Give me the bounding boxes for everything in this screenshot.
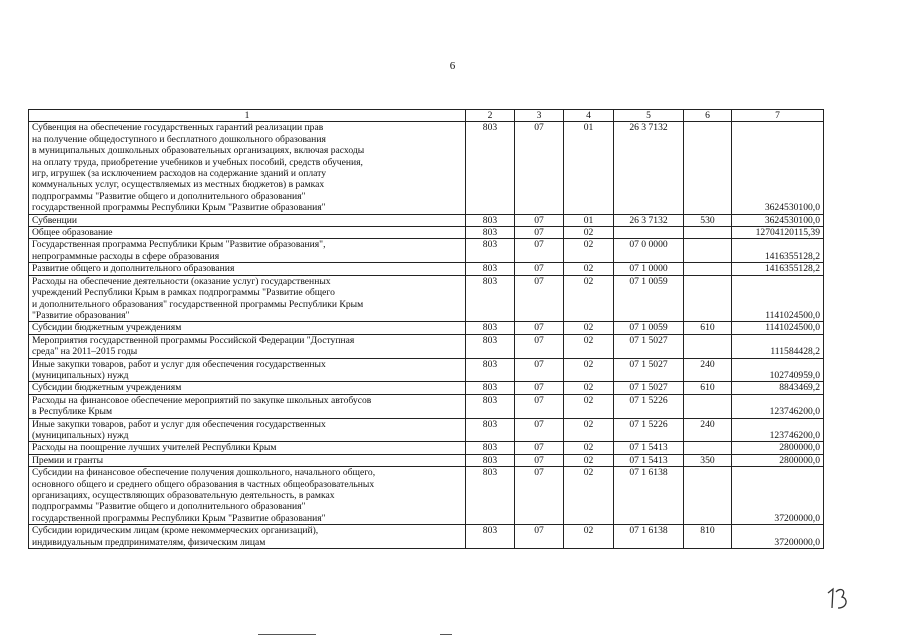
subsection-code-cell: 02	[564, 322, 614, 334]
amount-cell: 12704120115,39	[732, 227, 824, 239]
section-code-cell: 07	[515, 382, 564, 394]
ministry-code-cell: 803	[466, 467, 515, 525]
item-name-cell: Иные закупки товаров, работ и услуг для обеспечения государственных (муниципальных) нужд	[29, 358, 466, 382]
amount-cell: 37200000,0	[732, 525, 824, 549]
table-row	[29, 454, 824, 466]
item-name-cell: Премии и гранты	[29, 454, 466, 466]
amount-cell: 123746200,0	[732, 394, 824, 418]
section-code-cell: 07	[515, 239, 564, 263]
section-code-cell: 07	[515, 442, 564, 454]
subsection-code-cell: 02	[564, 382, 614, 394]
table-row	[29, 467, 824, 525]
subsection-code-cell: 02	[564, 239, 614, 263]
table-row	[29, 442, 824, 454]
subsection-code-cell: 02	[564, 525, 614, 549]
amount-cell: 1141024500,0	[732, 322, 824, 334]
item-name-cell: Субсидии юридическим лицам (кроме некоммерческих организаций), индивидуальным предпринимателям, физическим лицам	[29, 525, 466, 549]
expense-type-cell: 240	[684, 418, 732, 442]
target-article-cell: 07 1 0000	[614, 263, 684, 275]
table-row	[29, 358, 824, 382]
item-name-cell: Расходы на обеспечение деятельности (оказание услуг) государственных учреждений Республики Крым в рамках подпрограммы "Развитие общего и дополнительного образования" государственной программы Республики Крым "Развитие образования"	[29, 275, 466, 322]
item-name-cell: Субвенции	[29, 214, 466, 226]
item-name-cell: Расходы на поощрение лучших учителей Республики Крым	[29, 442, 466, 454]
expense-type-cell: 810	[684, 525, 732, 549]
amount-cell: 111584428,2	[732, 334, 824, 358]
section-code-cell: 07	[515, 454, 564, 466]
table-row	[29, 122, 824, 214]
ministry-code-cell: 803	[466, 382, 515, 394]
column-header: 4	[564, 110, 614, 122]
item-name-cell: Расходы на финансовое обеспечение мероприятий по закупке школьных автобусов в Республике Крым	[29, 394, 466, 418]
subsection-code-cell: 02	[564, 358, 614, 382]
item-name-cell: Субсидии бюджетным учреждениям	[29, 322, 466, 334]
section-code-cell: 07	[515, 275, 564, 322]
item-name-cell: Субвенция на обеспечение государственных гарантий реализации прав на получение общедоступного и бесплатного дошкольного образования в муниципальных дошкольных образовательных организациях, включая расходы на оплату труда, приобретение учебников и учебных пособий, средств обучения, игр, игрушек (за исключением расходов на содержание зданий и оплату коммунальных услуг, осуществляемых из местных бюджетов) в рамках подпрограммы "Развитие общего и дополнительного образования" государственной программы Республики Крым "Развитие образования"	[29, 122, 466, 214]
column-header: 1	[29, 110, 466, 122]
expense-type-cell	[684, 394, 732, 418]
ministry-code-cell: 803	[466, 275, 515, 322]
section-code-cell: 07	[515, 334, 564, 358]
section-code-cell: 07	[515, 214, 564, 226]
item-name-cell: Мероприятия государственной программы Российской Федерации "Доступная среда" на 2011–2015 годы	[29, 334, 466, 358]
amount-cell: 37200000,0	[732, 467, 824, 525]
subsection-code-cell: 02	[564, 467, 614, 525]
expense-type-cell: 350	[684, 454, 732, 466]
ministry-code-cell: 803	[466, 227, 515, 239]
column-header: 5	[614, 110, 684, 122]
section-code-cell: 07	[515, 525, 564, 549]
page-number: 6	[449, 60, 456, 72]
item-name-cell: Государственная программа Республики Крым "Развитие образования", непрограммные расходы в сфере образования	[29, 239, 466, 263]
subsection-code-cell: 02	[564, 275, 614, 322]
subsection-code-cell: 02	[564, 454, 614, 466]
amount-cell: 8843469,2	[732, 382, 824, 394]
expense-type-cell: 610	[684, 382, 732, 394]
table-row	[29, 382, 824, 394]
column-header: 2	[466, 110, 515, 122]
table-row	[29, 275, 824, 322]
ministry-code-cell: 803	[466, 214, 515, 226]
target-article-cell: 07 1 6138	[614, 467, 684, 525]
subsection-code-cell: 02	[564, 263, 614, 275]
target-article-cell: 07 1 5027	[614, 358, 684, 382]
ministry-code-cell: 803	[466, 442, 515, 454]
scan-artifact-line	[440, 634, 452, 635]
ministry-code-cell: 803	[466, 454, 515, 466]
table-row	[29, 263, 824, 275]
ministry-code-cell: 803	[466, 322, 515, 334]
table-row	[29, 322, 824, 334]
target-article-cell: 07 1 5413	[614, 442, 684, 454]
column-header: 6	[684, 110, 732, 122]
expense-type-cell: 240	[684, 358, 732, 382]
target-article-cell: 07 1 5027	[614, 334, 684, 358]
target-article-cell: 07 1 6138	[614, 525, 684, 549]
handwritten-signature	[826, 586, 850, 612]
target-article-cell: 07 1 5027	[614, 382, 684, 394]
table-row	[29, 214, 824, 226]
expense-type-cell	[684, 227, 732, 239]
table-row	[29, 525, 824, 549]
table-row	[29, 239, 824, 263]
expense-type-cell	[684, 263, 732, 275]
section-code-cell: 07	[515, 418, 564, 442]
target-article-cell: 26 3 7132	[614, 214, 684, 226]
section-code-cell: 07	[515, 394, 564, 418]
column-header: 7	[732, 110, 824, 122]
subsection-code-cell: 02	[564, 334, 614, 358]
expense-type-cell: 530	[684, 214, 732, 226]
subsection-code-cell: 02	[564, 418, 614, 442]
section-code-cell: 07	[515, 227, 564, 239]
subsection-code-cell: 02	[564, 227, 614, 239]
expense-type-cell	[684, 467, 732, 525]
target-article-cell: 26 3 7132	[614, 122, 684, 214]
subsection-code-cell: 01	[564, 214, 614, 226]
target-article-cell: 07 1 0059	[614, 322, 684, 334]
target-article-cell: 07 1 5413	[614, 454, 684, 466]
target-article-cell: 07 1 5226	[614, 394, 684, 418]
header-row	[29, 110, 824, 122]
target-article-cell: 07 0 0000	[614, 239, 684, 263]
expense-type-cell	[684, 275, 732, 322]
target-article-cell: 07 1 5226	[614, 418, 684, 442]
amount-cell: 2800000,0	[732, 454, 824, 466]
amount-cell: 1141024500,0	[732, 275, 824, 322]
table-row	[29, 227, 824, 239]
scan-artifact-line	[258, 634, 316, 635]
amount-cell: 1416355128,2	[732, 263, 824, 275]
expense-type-cell	[684, 122, 732, 214]
item-name-cell: Общее образование	[29, 227, 466, 239]
ministry-code-cell: 803	[466, 394, 515, 418]
ministry-code-cell: 803	[466, 263, 515, 275]
ministry-code-cell: 803	[466, 122, 515, 214]
subsection-code-cell: 02	[564, 442, 614, 454]
amount-cell: 1416355128,2	[732, 239, 824, 263]
item-name-cell: Развитие общего и дополнительного образования	[29, 263, 466, 275]
table-row	[29, 418, 824, 442]
ministry-code-cell: 803	[466, 418, 515, 442]
table-row	[29, 394, 824, 418]
table-body	[29, 122, 824, 549]
expense-type-cell	[684, 239, 732, 263]
table-row	[29, 334, 824, 358]
expense-type-cell	[684, 442, 732, 454]
budget-table	[28, 109, 824, 549]
section-code-cell: 07	[515, 322, 564, 334]
subsection-code-cell: 01	[564, 122, 614, 214]
item-name-cell: Субсидии на финансовое обеспечение получения дошкольного, начального общего, основного общего и среднего общего образования в частных общеобразовательных организациях, осуществляющих образовательную деятельность, в рамках подпрограммы "Развитие общего и дополнительного образования" государственной программы Республики Крым "Развитие образования"	[29, 467, 466, 525]
ministry-code-cell: 803	[466, 525, 515, 549]
target-article-cell	[614, 227, 684, 239]
item-name-cell: Иные закупки товаров, работ и услуг для обеспечения государственных (муниципальных) нужд	[29, 418, 466, 442]
amount-cell: 102740959,0	[732, 358, 824, 382]
column-header: 3	[515, 110, 564, 122]
ministry-code-cell: 803	[466, 239, 515, 263]
section-code-cell: 07	[515, 122, 564, 214]
amount-cell: 3624530100,0	[732, 122, 824, 214]
expense-type-cell	[684, 334, 732, 358]
target-article-cell: 07 1 0059	[614, 275, 684, 322]
amount-cell: 3624530100,0	[732, 214, 824, 226]
subsection-code-cell: 02	[564, 394, 614, 418]
ministry-code-cell: 803	[466, 334, 515, 358]
section-code-cell: 07	[515, 358, 564, 382]
ministry-code-cell: 803	[466, 358, 515, 382]
section-code-cell: 07	[515, 263, 564, 275]
section-code-cell: 07	[515, 467, 564, 525]
amount-cell: 123746200,0	[732, 418, 824, 442]
item-name-cell: Субсидии бюджетным учреждениям	[29, 382, 466, 394]
expense-type-cell: 610	[684, 322, 732, 334]
amount-cell: 2800000,0	[732, 442, 824, 454]
